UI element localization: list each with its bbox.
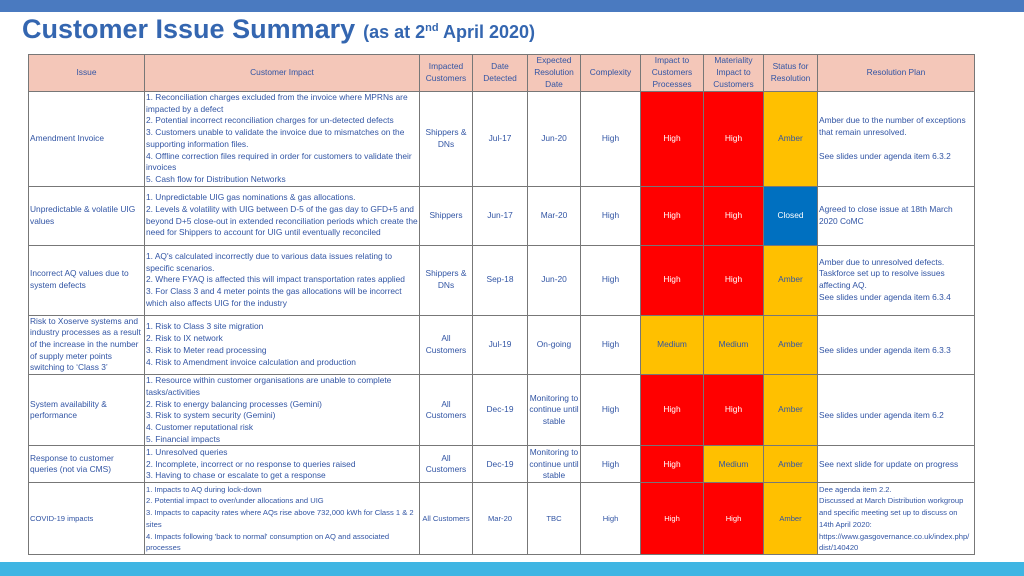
- table-header-row: [29, 55, 975, 92]
- customer-impact-cell: [145, 245, 420, 315]
- title-date-sup: nd: [425, 22, 439, 34]
- impact-processes-cell: High: [641, 483, 704, 555]
- customer-impact-cell: [145, 92, 420, 187]
- col-header-materiality: Materiality Impact to Customers: [704, 55, 764, 92]
- resolution-plan-cell: [818, 245, 975, 315]
- plan-line: [819, 333, 973, 345]
- impacted-customers-cell: Shippers & DNs: [420, 245, 473, 315]
- title-main: Customer Issue Summary: [22, 14, 356, 44]
- customer-impact-cell: [145, 315, 420, 375]
- impact-line: 1. Risk to Class 3 site migration: [146, 321, 264, 332]
- issue-cell: COVID-19 impacts: [29, 483, 145, 555]
- table-row: [29, 315, 975, 375]
- customer-impact-cell: [145, 375, 420, 446]
- materiality-cell: High: [704, 483, 764, 555]
- complexity-cell: High: [581, 245, 641, 315]
- issue-cell: Response to customer queries (not via CMS): [29, 446, 145, 483]
- expected-resolution-cell: Monitoring to continue until stable: [528, 446, 581, 483]
- plan-line: Amber due to the number of exceptions that remain unresolved.: [819, 115, 966, 138]
- impact-processes-cell: High: [641, 446, 704, 483]
- impact-line: 3. For Class 3 and 4 meter points the gas allocations will be incorrect which also affects UIG for the industry: [146, 285, 402, 308]
- date-detected-cell: Jun-17: [473, 186, 528, 245]
- expected-resolution-cell: Jun-20: [528, 245, 581, 315]
- title-date: [363, 22, 535, 42]
- resolution-plan-cell: [818, 483, 975, 555]
- impact-line: 2. Where FYAQ is affected this will impact transportation rates applied: [146, 274, 405, 285]
- date-detected-cell: Jul-19: [473, 315, 528, 375]
- impact-line: 1. AQ's calculated incorrectly due to various data issues relating to specific scenarios.: [146, 250, 392, 273]
- impacted-customers-cell: All Customers: [420, 315, 473, 375]
- plan-line: Discussed at March Distribution workgroup and specific meeting set up to discuss on 14th April 2020:: [819, 496, 964, 529]
- materiality-cell: Medium: [704, 446, 764, 483]
- impact-line: 3. Customers unable to validate the invoice due to mismatches on the supporting information files.: [146, 127, 405, 149]
- issue-cell: Incorrect AQ values due to system defects: [29, 245, 145, 315]
- complexity-cell: High: [581, 446, 641, 483]
- date-detected-cell: Dec-19: [473, 375, 528, 446]
- table-row: [29, 92, 975, 187]
- date-detected-cell: Jul-17: [473, 92, 528, 187]
- col-header-resolution-plan: Resolution Plan: [818, 55, 975, 92]
- col-header-issue: Issue: [29, 55, 145, 92]
- impact-line: 2. Risk to IX network: [146, 333, 223, 344]
- complexity-cell: High: [581, 186, 641, 245]
- impact-line: 2. Risk to energy balancing processes (Gemini): [146, 398, 322, 409]
- table-row: [29, 375, 975, 446]
- impact-line: 1. Reconciliation charges excluded from the invoice where MPRNs are impacted by a defect: [146, 92, 408, 114]
- complexity-cell: High: [581, 483, 641, 555]
- date-detected-cell: Dec-19: [473, 446, 528, 483]
- impact-line: 2. Levels & volatility with UIG between D-5 of the gas day to GFD+5 and beyond D+5 close-out in extended reconciliation periods which create the need for Shippers to account for UIG until eventually reconciled: [146, 203, 418, 238]
- impact-processes-cell: High: [641, 245, 704, 315]
- impact-line: 4. Impacts following 'back to normal' consumption on AQ and associated processes: [146, 531, 390, 553]
- table-row: [29, 245, 975, 315]
- impact-line: 5. Cash flow for Distribution Networks: [146, 173, 286, 184]
- impact-line: 1. Unpredictable UIG gas nominations & gas allocations.: [146, 192, 356, 203]
- plan-line: Taskforce set up to resolve issues affecting AQ.: [819, 268, 945, 291]
- impacted-customers-cell: Shippers: [420, 186, 473, 245]
- issue-cell: Unpredictable & volatile UIG values: [29, 186, 145, 245]
- title-date-prefix: (as at 2: [363, 22, 426, 42]
- plan-line: [819, 139, 973, 151]
- customer-impact-cell: [145, 483, 420, 555]
- expected-resolution-cell: On-going: [528, 315, 581, 375]
- plan-line: See slides under agenda item 6.3.4: [819, 291, 951, 302]
- expected-resolution-cell: TBC: [528, 483, 581, 555]
- materiality-cell: Medium: [704, 315, 764, 375]
- impact-processes-cell: High: [641, 375, 704, 446]
- page-title: [22, 14, 535, 45]
- col-header-impacted-customers: Impacted Customers: [420, 55, 473, 92]
- plan-line: [819, 399, 973, 411]
- impact-line: 4. Offline correction files required in order for customers to validate their invoices: [146, 150, 412, 173]
- impacted-customers-cell: All Customers: [420, 375, 473, 446]
- issue-cell: System availability & performance: [29, 375, 145, 446]
- impacted-customers-cell: All Customers: [420, 446, 473, 483]
- resolution-plan-cell: [818, 92, 975, 187]
- plan-line: See next slide for update on progress: [819, 458, 959, 469]
- impact-line: 1. Resource within customer organisations are unable to complete tasks/activities: [146, 375, 392, 397]
- impact-processes-cell: Medium: [641, 315, 704, 375]
- plan-line: Dee agenda item 2.2.: [819, 484, 892, 494]
- impact-line: 1. Unresolved queries: [146, 446, 228, 457]
- date-detected-cell: Sep-18: [473, 245, 528, 315]
- impact-line: 4. Customer reputational risk: [146, 421, 254, 432]
- issue-summary-table: [28, 54, 975, 555]
- impact-line: 3. Impacts to capacity rates where AQs rise above 732,000 kWh for Class 1 & 2 sites: [146, 508, 414, 529]
- customer-impact-cell: [145, 446, 420, 483]
- issue-cell: Risk to Xoserve systems and industry processes as a result of the increase in the number of supply meter points switching to ‘Class 3’: [29, 315, 145, 375]
- resolution-plan-cell: [818, 446, 975, 483]
- plan-line: See slides under agenda item 6.2: [819, 410, 944, 421]
- impact-line: 2. Potential incorrect reconciliation charges for un-detected defects: [146, 115, 394, 126]
- table-row: [29, 483, 975, 555]
- complexity-cell: High: [581, 375, 641, 446]
- col-header-status: Status for Resolution: [764, 55, 818, 92]
- materiality-cell: High: [704, 245, 764, 315]
- impact-line: 3. Risk to system security (Gemini): [146, 410, 276, 421]
- materiality-cell: High: [704, 92, 764, 187]
- impact-line: 2. Potential impact to over/under allocations and UIG: [146, 496, 324, 506]
- status-cell: Amber: [764, 446, 818, 483]
- impact-line: 3. Risk to Meter read processing: [146, 344, 267, 355]
- expected-resolution-cell: Monitoring to continue until stable: [528, 375, 581, 446]
- impact-line: 5. Financial impacts: [146, 433, 221, 444]
- issue-cell: Amendment Invoice: [29, 92, 145, 187]
- col-header-customer-impact: Customer Impact: [145, 55, 420, 92]
- status-cell: Amber: [764, 483, 818, 555]
- resolution-plan-cell: [818, 186, 975, 245]
- col-header-complexity: Complexity: [581, 55, 641, 92]
- col-header-impact-processes: Impact to Customers Processes: [641, 55, 704, 92]
- status-cell: Amber: [764, 92, 818, 187]
- plan-line: Amber due to unresolved defects.: [819, 256, 945, 267]
- table-row: [29, 446, 975, 483]
- table-row: [29, 186, 975, 245]
- col-header-expected-resolution: Expected Resolution Date: [528, 55, 581, 92]
- customer-impact-cell: [145, 186, 420, 245]
- title-date-suffix: April 2020): [438, 22, 535, 42]
- impact-line: 2. Incomplete, incorrect or no response to queries raised: [146, 458, 356, 469]
- impact-line: 1. Impacts to AQ during lock-down: [146, 484, 262, 494]
- materiality-cell: High: [704, 186, 764, 245]
- status-cell: Amber: [764, 245, 818, 315]
- impact-line: 3. Having to chase or escalate to get a response: [146, 470, 326, 481]
- plan-line: See slides under agenda item 6.3.2: [819, 150, 951, 161]
- status-cell: Amber: [764, 375, 818, 446]
- status-cell: Closed: [764, 186, 818, 245]
- top-accent-bar: [0, 0, 1024, 12]
- date-detected-cell: Mar-20: [473, 483, 528, 555]
- bottom-accent-bar: [0, 562, 1024, 576]
- plan-line: See slides under agenda item 6.3.3: [819, 344, 951, 355]
- impact-processes-cell: High: [641, 92, 704, 187]
- materiality-cell: High: [704, 375, 764, 446]
- impacted-customers-cell: All Customers: [420, 483, 473, 555]
- impact-line: 4. Risk to Amendment invoice calculation and production: [146, 356, 356, 367]
- complexity-cell: High: [581, 315, 641, 375]
- plan-line: https://www.gasgovernance.co.uk/index.php/dist/140420: [819, 531, 970, 553]
- expected-resolution-cell: Mar-20: [528, 186, 581, 245]
- impact-processes-cell: High: [641, 186, 704, 245]
- plan-line: Agreed to close issue at 18th March 2020 CoMC: [819, 203, 953, 226]
- complexity-cell: High: [581, 92, 641, 187]
- status-cell: Amber: [764, 315, 818, 375]
- col-header-date-detected: Date Detected: [473, 55, 528, 92]
- resolution-plan-cell: [818, 315, 975, 375]
- expected-resolution-cell: Jun-20: [528, 92, 581, 187]
- impacted-customers-cell: Shippers & DNs: [420, 92, 473, 187]
- resolution-plan-cell: [818, 375, 975, 446]
